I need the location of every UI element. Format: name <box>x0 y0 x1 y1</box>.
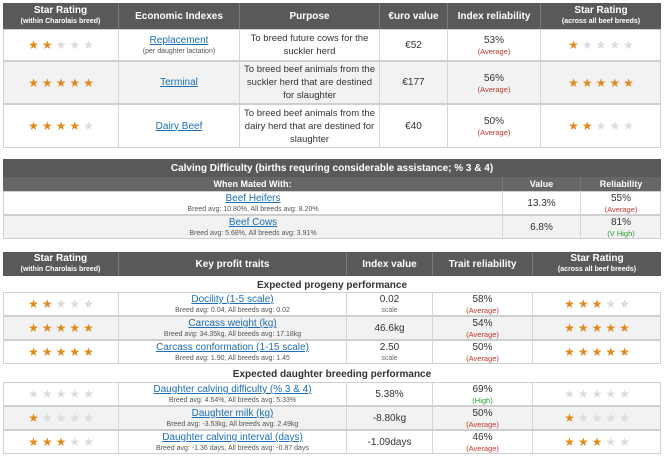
calving-value: 6.8% <box>530 221 553 233</box>
star-icon: ★ <box>69 435 81 449</box>
reliability-percent: 81% <box>610 217 631 228</box>
star-icon: ★ <box>568 38 579 52</box>
reliability-percent: 50% <box>472 342 493 353</box>
star-icon: ★ <box>28 321 39 335</box>
trait-row <box>3 292 661 316</box>
cell-index-value <box>347 317 433 339</box>
reliability-label: (Average) <box>466 354 499 363</box>
header-index-reliability <box>448 3 541 29</box>
daughter-section-title: Expected daughter breeding performance <box>232 369 432 380</box>
purpose-text: To breed beef animals from the suckler herd that are destined for slaughter <box>244 64 375 101</box>
cell-mated-with <box>4 216 503 238</box>
calving-breed-avg: Breed avg: 5.68%, All breeds avg: 3.91% <box>189 230 317 237</box>
reliability-percent: 54% <box>472 318 493 329</box>
index-link[interactable]: Terminal <box>160 77 198 88</box>
star-rating <box>564 298 630 310</box>
purpose-text: To breed beef animals from the dairy herd that are destined for slaughter <box>244 107 375 145</box>
cell-trait <box>119 383 347 405</box>
cell-index-value <box>347 431 433 453</box>
star-icon: ★ <box>41 297 53 311</box>
cell-calving-reliability <box>581 192 661 214</box>
cell-stars-across <box>533 341 661 363</box>
header-label: Index reliability <box>457 10 531 22</box>
cell-euro-value <box>380 105 448 147</box>
cell-stars-within <box>4 383 119 405</box>
star-rating <box>568 77 634 89</box>
star-icon: ★ <box>55 75 67 90</box>
value-unit: scale <box>381 355 398 362</box>
star-icon: ★ <box>55 411 67 425</box>
cell-trait-reliability <box>433 317 533 339</box>
reliability-label: (V High) <box>607 229 635 238</box>
star-icon: ★ <box>41 38 53 52</box>
index-link[interactable]: Dairy Beef <box>155 120 203 132</box>
star-icon: ★ <box>609 119 621 133</box>
star-icon: ★ <box>568 75 579 90</box>
star-icon: ★ <box>55 119 67 133</box>
star-rating <box>28 436 94 448</box>
star-icon: ★ <box>595 75 607 90</box>
index-subtitle: (per daughter lactation) <box>142 48 216 55</box>
value-unit: scale <box>381 307 398 314</box>
star-icon: ★ <box>564 387 575 401</box>
reliability-percent: 46% <box>472 432 493 443</box>
star-icon: ★ <box>564 411 575 425</box>
cell-index-value <box>347 341 433 363</box>
cell-trait <box>119 293 347 315</box>
header-index-value <box>347 252 433 276</box>
cell-trait-reliability <box>433 431 533 453</box>
cell-reliability <box>448 105 541 147</box>
star-icon: ★ <box>605 297 617 311</box>
calving-breed-avg: Breed avg: 10.80%, All breeds avg: 8.20% <box>187 206 319 213</box>
header-sublabel: (within Charolais breed) <box>20 266 101 273</box>
star-icon: ★ <box>41 119 53 133</box>
trait-row <box>3 382 661 406</box>
cell-trait <box>119 431 347 453</box>
cell-euro-value <box>380 30 448 60</box>
cell-mated-with <box>4 192 503 214</box>
reliability-label: (Average) <box>466 330 499 339</box>
index-value: 2.50 <box>379 342 400 353</box>
header-label: Star Rating <box>33 5 88 16</box>
cell-index-name <box>119 62 240 103</box>
star-icon: ★ <box>55 345 67 359</box>
header-label: Star Rating <box>574 5 628 16</box>
cell-trait-reliability <box>433 341 533 363</box>
header-label: €uro value <box>388 10 439 22</box>
star-icon: ★ <box>28 119 39 133</box>
star-icon: ★ <box>69 411 81 425</box>
star-icon: ★ <box>619 435 630 449</box>
cell-trait <box>119 407 347 429</box>
star-icon: ★ <box>69 345 81 359</box>
reliability-label: (Average) <box>466 444 499 453</box>
star-icon: ★ <box>28 435 39 449</box>
star-rating <box>564 412 630 424</box>
euro-value: €52 <box>405 39 422 51</box>
header-traits-star-across <box>533 252 661 276</box>
cell-stars-across <box>533 407 661 429</box>
index-value: -8.80kg <box>372 412 407 424</box>
header-label: Purpose <box>289 10 330 22</box>
star-icon: ★ <box>577 321 589 335</box>
calving-link[interactable]: Beef Heifers <box>225 193 281 204</box>
star-icon: ★ <box>564 345 575 359</box>
header-star-rating-within <box>3 3 119 29</box>
header-star-rating-across <box>541 3 661 29</box>
header-label: Value <box>529 178 554 189</box>
star-rating <box>28 120 94 132</box>
economic-index-row <box>3 104 661 148</box>
cell-stars-within <box>4 431 119 453</box>
star-icon: ★ <box>69 119 81 133</box>
header-mated-with <box>3 177 503 191</box>
cell-euro-value <box>380 62 448 103</box>
trait-row <box>3 340 661 364</box>
header-calving-reliability <box>581 177 661 191</box>
star-icon: ★ <box>83 297 94 311</box>
star-icon: ★ <box>41 411 53 425</box>
header-economic-indexes <box>119 3 240 29</box>
cell-calving-value <box>503 216 581 238</box>
reliability-percent: 69% <box>472 384 493 395</box>
header-sublabel: (across all beef breeds) <box>561 18 641 25</box>
header-label: Index value <box>362 258 417 270</box>
cell-stars-within <box>4 293 119 315</box>
reliability-percent: 56% <box>483 72 504 84</box>
star-icon: ★ <box>623 38 634 52</box>
cell-stars-within <box>4 30 119 60</box>
star-icon: ★ <box>69 38 81 52</box>
star-icon: ★ <box>591 411 603 425</box>
trait-breed-avg: Breed avg: 34.35kg, All breeds avg: 17.18kg <box>163 331 302 338</box>
index-value: 0.02 <box>379 294 400 305</box>
star-rating <box>564 322 630 334</box>
star-rating <box>28 39 94 51</box>
cell-stars-across <box>541 105 661 147</box>
header-trait-reliability <box>433 252 533 276</box>
star-icon: ★ <box>28 38 39 52</box>
trait-link[interactable]: Carcass conformation (1-15 scale) <box>156 342 309 353</box>
star-icon: ★ <box>55 321 67 335</box>
cell-trait <box>119 341 347 363</box>
star-icon: ★ <box>69 387 81 401</box>
star-icon: ★ <box>28 345 39 359</box>
reliability-label: (Average) <box>466 420 499 429</box>
header-sublabel: (within Charolais breed) <box>20 18 101 25</box>
star-icon: ★ <box>619 297 630 311</box>
star-icon: ★ <box>619 345 630 359</box>
star-icon: ★ <box>83 411 94 425</box>
star-icon: ★ <box>591 297 603 311</box>
cell-calving-value <box>503 192 581 214</box>
star-icon: ★ <box>577 411 589 425</box>
header-label: Trait reliability <box>448 258 517 270</box>
star-icon: ★ <box>605 321 617 335</box>
cell-reliability <box>448 62 541 103</box>
star-icon: ★ <box>55 387 67 401</box>
reliability-label: (Average) <box>477 128 511 137</box>
header-key-profit-traits <box>119 252 347 276</box>
trait-breed-avg: Breed avg: -1.36 days, All breeds avg: -0.87 days <box>156 445 309 452</box>
reliability-label: (Average) <box>604 205 638 214</box>
star-icon: ★ <box>55 435 67 449</box>
header-label: Star Rating <box>570 253 624 264</box>
header-purpose <box>240 3 380 29</box>
calving-row <box>3 191 661 215</box>
trait-breed-avg: Breed avg: 4.54%, All breeds avg: 5.33% <box>168 397 297 404</box>
reliability-percent: 50% <box>472 408 493 419</box>
star-rating <box>568 120 634 132</box>
star-icon: ★ <box>591 387 603 401</box>
star-rating <box>564 436 630 448</box>
index-link[interactable]: Replacement <box>149 35 209 46</box>
cell-index-name <box>119 105 240 147</box>
calving-title-text: Calving Difficulty (births requring considerable assistance; % 3 & 4) <box>170 162 494 174</box>
star-icon: ★ <box>41 345 53 359</box>
star-rating <box>28 412 94 424</box>
star-icon: ★ <box>564 435 575 449</box>
trait-breed-avg: Breed avg: 0.04, All breeds avg: 0.02 <box>175 307 290 314</box>
star-icon: ★ <box>83 345 94 359</box>
star-rating <box>568 39 634 51</box>
trait-link[interactable]: Carcass weight (kg) <box>188 318 277 329</box>
trait-link[interactable]: Daughter calving difficulty (% 3 & 4) <box>153 384 312 395</box>
cell-stars-within <box>4 62 119 103</box>
star-icon: ★ <box>623 75 634 90</box>
star-icon: ★ <box>591 435 603 449</box>
star-icon: ★ <box>69 75 81 90</box>
trait-row <box>3 316 661 340</box>
star-icon: ★ <box>577 435 589 449</box>
trait-link[interactable]: Docility (1-5 scale) <box>191 294 274 305</box>
header-label: Reliability <box>599 178 643 189</box>
header-label: Key profit traits <box>195 258 270 270</box>
cell-purpose <box>240 105 380 147</box>
star-rating <box>564 388 630 400</box>
star-icon: ★ <box>564 321 575 335</box>
index-value: 5.38% <box>375 388 404 400</box>
star-icon: ★ <box>55 38 67 52</box>
star-icon: ★ <box>591 321 603 335</box>
economic-index-row <box>3 29 661 61</box>
star-icon: ★ <box>609 38 621 52</box>
star-icon: ★ <box>581 75 593 90</box>
star-rating <box>28 77 94 89</box>
trait-link[interactable]: Daughter calving interval (days) <box>162 432 303 443</box>
star-icon: ★ <box>55 297 67 311</box>
trait-breed-avg: Breed avg: -3.53kg, All breeds avg: 2.49kg <box>166 421 299 428</box>
star-icon: ★ <box>69 297 81 311</box>
header-calving-value <box>503 177 581 191</box>
trait-row <box>3 406 661 430</box>
star-icon: ★ <box>28 387 39 401</box>
star-icon: ★ <box>605 411 617 425</box>
calving-title <box>3 159 661 177</box>
cell-stars-across <box>541 62 661 103</box>
cell-purpose <box>240 62 380 103</box>
trait-row <box>3 430 661 454</box>
cell-stars-across <box>533 317 661 339</box>
header-label: Star Rating <box>33 253 88 264</box>
index-value: 46.6kg <box>374 322 405 334</box>
star-icon: ★ <box>619 411 630 425</box>
star-icon: ★ <box>41 321 53 335</box>
star-icon: ★ <box>591 345 603 359</box>
star-icon: ★ <box>577 345 589 359</box>
cell-trait-reliability <box>433 383 533 405</box>
cell-stars-within <box>4 341 119 363</box>
star-icon: ★ <box>623 119 634 133</box>
header-label: Economic Indexes <box>135 10 223 22</box>
star-icon: ★ <box>28 75 39 90</box>
star-rating <box>28 346 94 358</box>
cell-index-value <box>347 293 433 315</box>
economic-index-row <box>3 61 661 104</box>
star-rating <box>564 346 630 358</box>
header-euro-value <box>380 3 448 29</box>
header-sublabel: (across all beef breeds) <box>557 266 637 273</box>
star-icon: ★ <box>28 297 39 311</box>
cell-reliability <box>448 30 541 60</box>
cell-stars-within <box>4 105 119 147</box>
index-value: -1.09days <box>367 436 412 448</box>
star-icon: ★ <box>41 387 53 401</box>
reliability-percent: 53% <box>483 35 504 46</box>
header-traits-star-within <box>3 252 119 276</box>
reliability-percent: 58% <box>472 294 493 305</box>
cell-stars-within <box>4 317 119 339</box>
star-icon: ★ <box>83 75 94 90</box>
trait-link[interactable]: Daughter milk (kg) <box>191 408 274 419</box>
star-icon: ★ <box>83 387 94 401</box>
star-icon: ★ <box>605 435 617 449</box>
star-icon: ★ <box>83 38 94 52</box>
calving-link[interactable]: Beef Cows <box>228 217 278 228</box>
header-label: When Mated With: <box>213 178 292 189</box>
reliability-percent: 50% <box>483 116 504 127</box>
star-icon: ★ <box>41 435 53 449</box>
trait-breed-avg: Breed avg: 1.90, All breeds avg: 1.45 <box>175 355 290 362</box>
star-icon: ★ <box>577 387 589 401</box>
star-icon: ★ <box>41 75 53 90</box>
reliability-label: (Average) <box>466 306 499 315</box>
cell-stars-across <box>541 30 661 60</box>
calving-value: 13.3% <box>527 197 556 209</box>
cell-purpose <box>240 30 380 60</box>
calving-row <box>3 215 661 239</box>
star-icon: ★ <box>605 345 617 359</box>
reliability-label: (Average) <box>477 47 511 56</box>
cell-index-name <box>119 30 240 60</box>
cell-trait-reliability <box>433 407 533 429</box>
star-icon: ★ <box>69 321 81 335</box>
reliability-label: (High) <box>472 396 493 405</box>
star-icon: ★ <box>619 321 630 335</box>
star-icon: ★ <box>581 119 593 133</box>
star-icon: ★ <box>595 119 607 133</box>
progeny-section-title: Expected progeny performance <box>256 280 408 291</box>
cell-trait-reliability <box>433 293 533 315</box>
star-rating <box>28 388 94 400</box>
reliability-percent: 55% <box>610 193 631 204</box>
cell-index-value <box>347 383 433 405</box>
star-icon: ★ <box>577 297 589 311</box>
star-icon: ★ <box>605 387 617 401</box>
euro-value: €40 <box>405 120 422 132</box>
cell-trait <box>119 317 347 339</box>
star-icon: ★ <box>619 387 630 401</box>
cell-stars-within <box>4 407 119 429</box>
star-icon: ★ <box>609 75 621 90</box>
star-icon: ★ <box>581 38 593 52</box>
cell-stars-across <box>533 431 661 453</box>
star-rating <box>28 298 94 310</box>
star-icon: ★ <box>595 38 607 52</box>
star-icon: ★ <box>568 119 579 133</box>
cell-stars-across <box>533 293 661 315</box>
star-rating <box>28 322 94 334</box>
star-icon: ★ <box>564 297 575 311</box>
star-icon: ★ <box>28 411 39 425</box>
star-icon: ★ <box>83 321 94 335</box>
purpose-text: To breed future cows for the suckler herd <box>250 33 369 57</box>
euro-value: €177 <box>402 77 425 88</box>
cell-index-value <box>347 407 433 429</box>
cell-calving-reliability <box>581 216 661 238</box>
star-icon: ★ <box>83 435 94 449</box>
cell-stars-across <box>533 383 661 405</box>
reliability-label: (Average) <box>477 84 511 94</box>
star-icon: ★ <box>83 119 94 133</box>
